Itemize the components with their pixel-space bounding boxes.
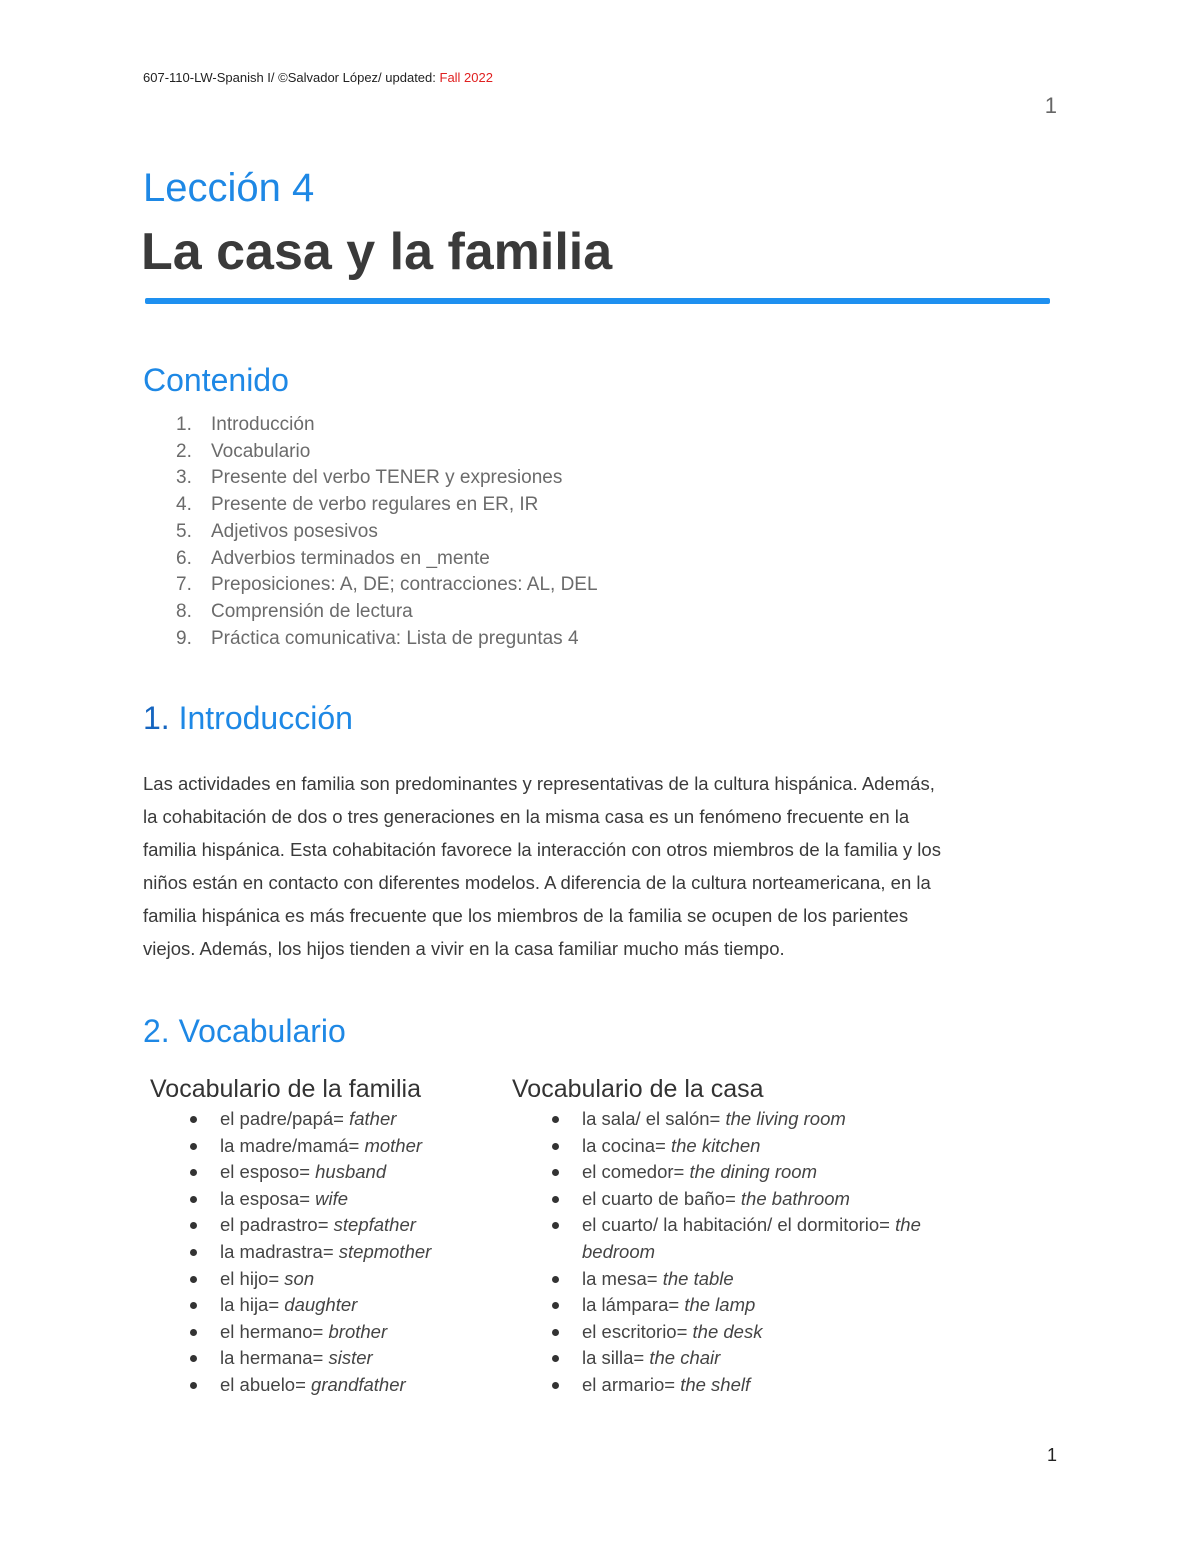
vocab-spanish: la madre/mamá= (220, 1134, 360, 1156)
vocab-item (512, 1266, 992, 1293)
toc-item-number: 7. (176, 574, 192, 596)
vocab-english: the lamp (684, 1294, 756, 1316)
lesson-title: La casa y la familia (141, 223, 613, 281)
vocab-english: wife (315, 1187, 349, 1209)
vocab-item (150, 1345, 490, 1372)
vocab-item (150, 1106, 490, 1133)
vocab-spanish: el esposo= (220, 1161, 310, 1183)
vocab-spanish: el hijo= (220, 1267, 280, 1289)
vocab-item (512, 1345, 992, 1372)
vocab-spanish: la sala/ el salón= (582, 1108, 721, 1129)
vocab-english: son (284, 1267, 315, 1289)
course-info: 607-110-LW-Spanish I/ ©Salvador López/ updated: (143, 70, 436, 85)
toc-item (143, 626, 598, 653)
vocab-item (512, 1212, 992, 1265)
vocab-english: mother (364, 1134, 423, 1156)
page-number-top: 1 (1044, 93, 1057, 118)
intro-line: niños están en contacto con diferentes modelos. A diferencia de la cultura norteamericana, en la (143, 871, 931, 893)
toc-item-number: 6. (176, 547, 192, 569)
vocab-item (150, 1292, 490, 1319)
vocab-english: the living room (725, 1108, 846, 1129)
toc-item-text: Comprensión de lectura (211, 600, 413, 622)
toc-item-text: Presente de verbo regulares en ER, IR (211, 494, 539, 516)
vocab-item (512, 1106, 992, 1133)
toc-item-number: 4. (176, 494, 192, 516)
vocab-spanish: el padre/papá= (220, 1108, 344, 1129)
toc-item-number: 5. (176, 520, 192, 542)
toc-item-number: 2. (176, 440, 192, 462)
vocab-english: the dining room (689, 1161, 817, 1183)
vocab-item (512, 1133, 992, 1160)
vocab-item (150, 1319, 490, 1346)
vocab-item (150, 1239, 490, 1266)
title-divider (145, 298, 1050, 304)
family-vocab-list (150, 1106, 490, 1399)
toc-item-number: 3. (176, 467, 192, 489)
vocab-spanish: la hija= (220, 1294, 280, 1316)
vocab-english: husband (315, 1161, 387, 1183)
intro-line: familia hispánica es más frecuente que los miembros de la familia se ocupen de los parientes (143, 904, 909, 926)
intro-line: la cohabitación de dos o tres generaciones en la misma casa es un fenómeno frecuente en la (143, 805, 910, 827)
intro-title: Introducción (178, 700, 353, 736)
house-vocab-title: Vocabulario de la casa (512, 1075, 764, 1103)
toc-item-number: 8. (176, 600, 192, 622)
intro-line: familia hispánica. Esta cohabitación favorece la interacción con otros miembros de la familia y los (143, 838, 941, 860)
page-number-bottom: 1 (1046, 1445, 1057, 1465)
vocab-item (150, 1159, 490, 1186)
toc-item (143, 546, 598, 573)
document-header (143, 70, 493, 85)
toc-item (143, 492, 598, 519)
vocab-spanish: la madrastra= (220, 1240, 334, 1262)
vocab-item (512, 1159, 992, 1186)
vocab-english: the kitchen (670, 1134, 761, 1156)
vocab-english: the shelf (680, 1373, 751, 1395)
toc-item (143, 465, 598, 492)
vocab-spanish: el escritorio= (582, 1320, 688, 1342)
intro-heading (143, 700, 353, 737)
toc-item-text: Adjetivos posesivos (211, 520, 378, 542)
family-vocab-title: Vocabulario de la familia (150, 1075, 421, 1103)
vocab-english: father (349, 1108, 397, 1129)
vocab-item (512, 1186, 992, 1213)
vocab-english: grandfather (311, 1373, 406, 1395)
toc-item-number: 1. (176, 414, 192, 435)
vocab-item (150, 1186, 490, 1213)
intro-paragraph (143, 768, 1063, 965)
lesson-number: Lección 4 (143, 166, 315, 210)
vocab-item (512, 1372, 992, 1399)
toc-item-text: Presente del verbo TENER y expresiones (211, 467, 563, 489)
vocab-spanish: el hermano= (220, 1320, 324, 1342)
vocab-item (150, 1372, 490, 1399)
intro-line: Las actividades en familia son predominantes y representativas de la cultura hispánica. Además, (143, 773, 935, 794)
vocab-english: stepfather (333, 1214, 416, 1236)
intro-number: 1. (143, 700, 170, 736)
vocab-spanish: el padrastro= (220, 1214, 329, 1236)
toc-item-text: Adverbios terminados en _mente (211, 547, 490, 569)
vocab-english: the table (662, 1267, 734, 1289)
vocab-item (512, 1319, 992, 1346)
vocab-item (150, 1133, 490, 1160)
updated-term: Fall 2022 (439, 70, 493, 85)
vocab-item (150, 1266, 490, 1293)
vocab-english: the desk (692, 1320, 763, 1342)
vocab-spanish: el armario= (582, 1373, 676, 1395)
toc-item-text: Preposiciones: A, DE; contracciones: AL, DEL (211, 574, 598, 596)
vocab-english: the bedroom (582, 1214, 921, 1262)
vocab-heading: 2. Vocabulario (143, 1013, 346, 1049)
house-vocab-list (512, 1106, 992, 1399)
vocab-english: sister (328, 1347, 373, 1369)
toc-item (143, 572, 598, 599)
toc-item-number: 9. (176, 627, 192, 649)
vocab-spanish: el cuarto/ la habitación/ el dormitorio= (582, 1214, 890, 1236)
vocab-spanish: la silla= (582, 1347, 645, 1369)
intro-line: viejos. Además, los hijos tienden a vivir en la casa familiar mucho más tiempo. (143, 937, 785, 959)
toc-item (143, 412, 598, 439)
vocab-spanish: el abuelo= (220, 1373, 306, 1395)
house-vocab-column (512, 1075, 992, 1399)
vocab-english: the chair (649, 1347, 721, 1369)
vocab-spanish: la mesa= (582, 1267, 658, 1289)
family-vocab-column (150, 1075, 490, 1399)
vocab-spanish: la cocina= (582, 1134, 666, 1156)
vocab-item (512, 1292, 992, 1319)
toc-item-text: Introducción (211, 414, 315, 435)
toc-item (143, 439, 598, 466)
toc-item-text: Vocabulario (211, 440, 311, 462)
vocab-spanish: la esposa= (220, 1187, 310, 1209)
vocab-spanish: la hermana= (220, 1347, 324, 1369)
toc-item-text: Práctica comunicativa: Lista de preguntas 4 (211, 627, 579, 649)
toc-item (143, 519, 598, 546)
vocab-spanish: la lámpara= (582, 1294, 680, 1316)
vocab-spanish: el cuarto de baño= (582, 1187, 736, 1209)
vocab-english: the bathroom (740, 1187, 850, 1209)
vocab-english: daughter (284, 1294, 358, 1316)
vocab-english: stepmother (338, 1240, 432, 1262)
vocab-spanish: el comedor= (582, 1161, 685, 1183)
table-of-contents (143, 412, 598, 652)
toc-item (143, 599, 598, 626)
contents-heading: Contenido (143, 362, 289, 398)
vocab-item (150, 1212, 490, 1239)
vocab-english: brother (328, 1320, 388, 1342)
